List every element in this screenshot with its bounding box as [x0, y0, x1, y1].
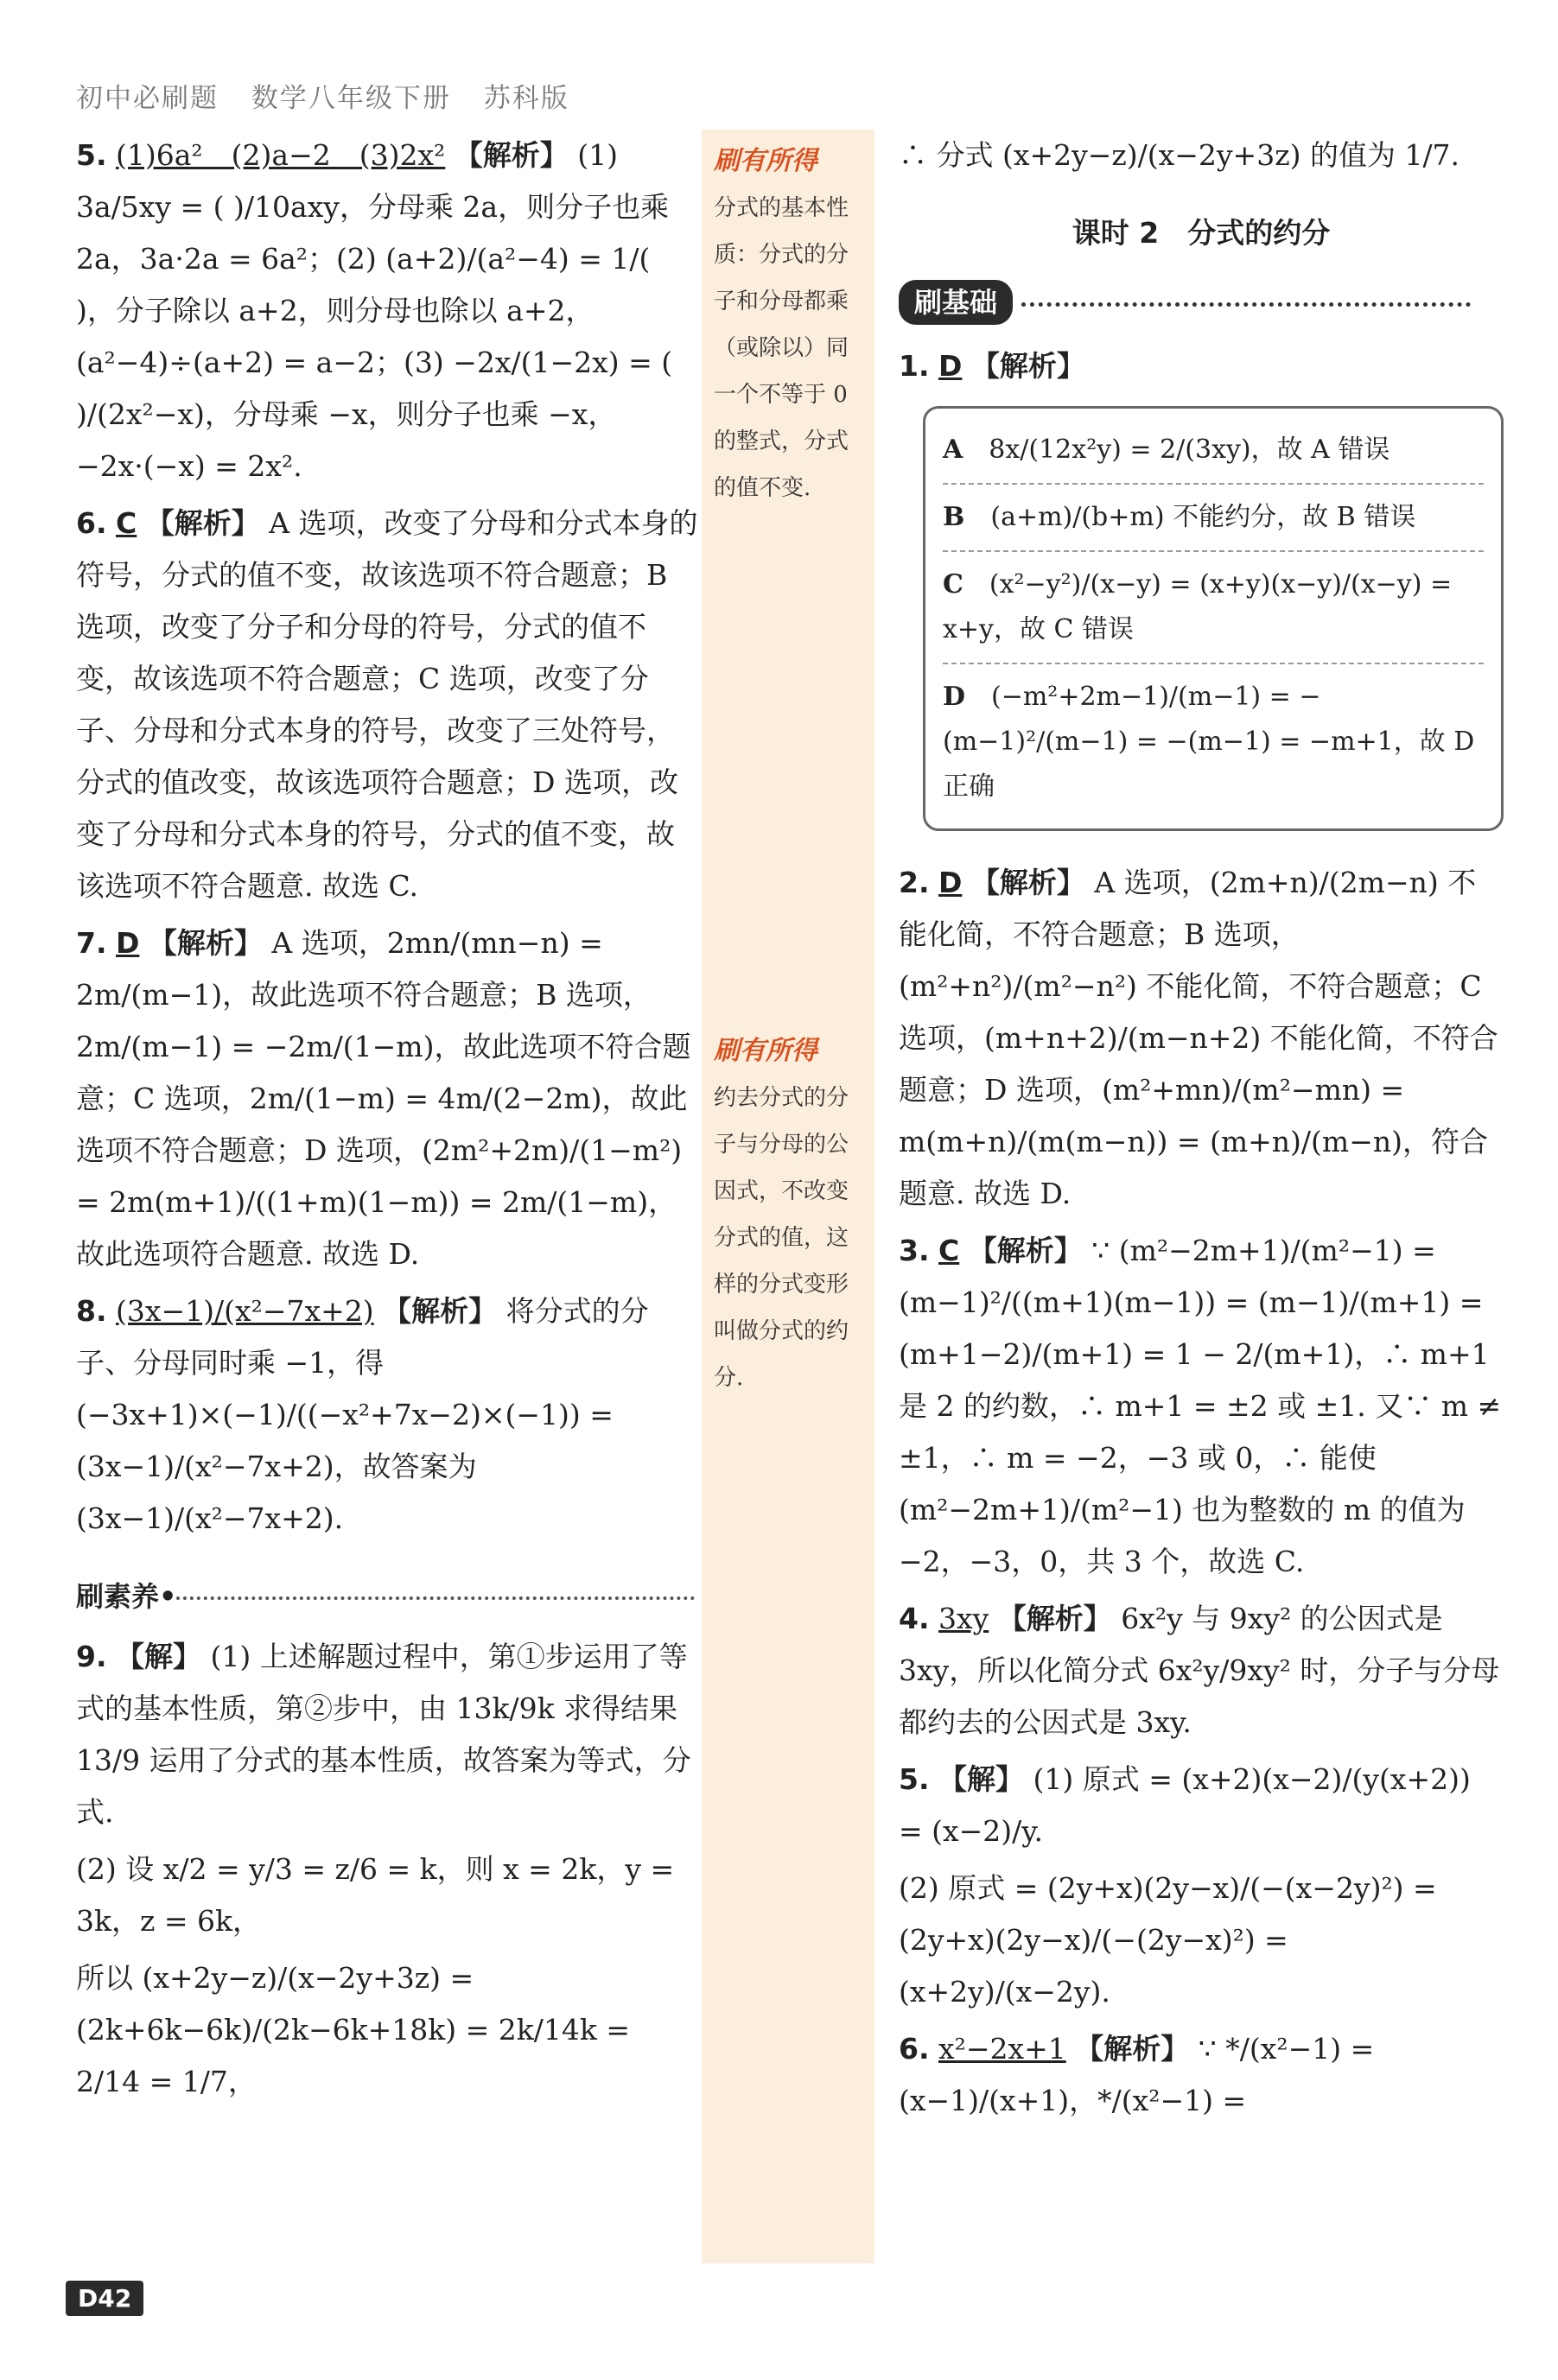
q6-text: A 选项，改变了分母和分式本身的符号，分式的值不变，故该选项不符合题意；B 选项，改变了分子和分母的符号，分式的值不变，故该选项不符合题意；C 选项，改变了分子、分母和分式本身的符号，改变了三处符号，分式的值改变，故该选项符合题意；D 选项，改变了分母和分式本身的符号，分式的值不变，故该选项不符合题意. 故选 C. — [76, 506, 698, 903]
option-c: C (x²−y²)/(x−y) = (x+y)(x−y)/(x−y) = x+y，故 C 错误 — [943, 552, 1484, 664]
tip-1-text: 分式的基本性质：分式的分子和分母都乘（或除以）同一个不等于 0 的整式，分式的值不变. — [714, 195, 849, 501]
tip-1 — [714, 138, 869, 511]
right-column — [899, 130, 1504, 2132]
q6-answer: C — [116, 506, 137, 540]
option-d: D (−m²+2m−1)/(m−1) = −(m−1)²/(m−1) = −(m−1) = −m+1，故 D 正确 — [943, 682, 1475, 802]
q6: 6. C 【解析】 A 选项，改变了分母和分式本身的符号，分式的值不变，故该选项不符合题意；B 选项，改变了分子和分母的符号，分式的值不变，故该选项不符合题意；C 选项，改变了分子、分母和分式本身的符号，改变了三处符号，分式的值改变，故该选项符合题意；D 选项，改变了分母和分式本身的符号，分式的值不变，故该选项不符合题意. 故选 C. — [76, 506, 698, 903]
q7: 7. D 【解析】 A 选项，2mn/(mn−n) = 2m/(m−1)，故此选项不符合题意；B 选项，2m/(m−1) = −2m/(1−m)，故此选项不符合题意；C 选项，2m/(1−m) = 4m/(2−2m)，故此选项不符合题意；D 选项，(2m²+2m)/(1−m²) = 2m(m+1)/((1+m)(1−m)) = 2m/(1−m)，故此选项符合题意. 故选 D. — [76, 926, 691, 1271]
r-q5: 5. 【解】 (1) 原式 = (x+2)(x−2)/(y(x+2)) = (x−2)/y. — [899, 1762, 1471, 1848]
q8: 8. (3x−1)/(x²−7x+2) 【解析】 将分式的分子、分母同时乘 −1，得 (−3x+1)×(−1)/((−x²+7x−2)×(−1)) = (3x−1)/(x²−7x+2)，故答案为 (3x−1)/(x²−7x+2). — [76, 1294, 649, 1535]
tip-2-text: 约去分式的分子与分母的公因式，不改变分式的值，这样的分式变形叫做分式的约分. — [714, 1085, 849, 1391]
tip-1-title: 刷有所得 — [714, 146, 817, 176]
q9-text1: (1) 上述解题过程中，第①步运用了等式的基本性质，第②步中，由 13k/9k 求得结果 13/9 运用了分式的基本性质，故答案为等式，分式. — [76, 1640, 691, 1829]
q5-answer: (1)6a² (2)a−2 (3)2x² — [116, 138, 446, 172]
r-q1: 1. D 【解析】 — [899, 349, 1085, 383]
option-a: A 8x/(12x²y) = 2/(3xy)，故 A 错误 — [943, 417, 1484, 485]
q8-text: 将分式的分子、分母同时乘 −1，得 (−3x+1)×(−1)/((−x²+7x−2)×(−1)) = (3x−1)/(x²−7x+2)，故答案为 (3x−1)/(x²−7x+2). — [76, 1294, 649, 1535]
r-q6: 6. x²−2x+1 【解析】 ∵ */(x²−1) = (x−1)/(x+1)，*/(x²−1) = — [899, 2032, 1375, 2117]
q9-text2: (2) 设 x/2 = y/3 = z/6 = k，则 x = 2k，y = 3k，z = 6k， — [76, 1852, 675, 1938]
q7-text: A 选项，2mn/(mn−n) = 2m/(m−1)，故此选项不符合题意；B 选项，2m/(m−1) = −2m/(1−m)，故此选项不符合题意；C 选项，2m/(1−m) = 4m/(2−2m)，故此选项不符合题意；D 选项，(2m²+2m)/(1−m²) = 2m(m+1)/((1+m)(1−m)) = 2m/(1−m)，故此选项符合题意. 故选 D. — [76, 926, 691, 1271]
r-q5-text2: (2) 原式 = (2y+x)(2y−x)/(−(x−2y)²) = (2y+x)(2y−x)/(−(2y−x)²) = (x+2y)/(x−2y). — [899, 1871, 1437, 2009]
q5: 5. (1)6a² (2)a−2 (3)2x² 【解析】 (1) 3a/5xy = ( )/10axy，分母乘 2a，则分子也乘 2a，3a·2a = 6a²；(2) (a+2)/(a²−4) = 1/( )，分子除以 a+2，则分母也除以 a+2，(a²−4)÷(a+2) = a−2；(3) −2x/(1−2x) = ( )/(2x²−x)，分母乘 −x，则分子也乘 −x，−2x·(−x) = 2x². — [76, 138, 673, 483]
r-q4: 4. 3xy 【解析】 6x²y 与 9xy² 的公因式是 3xy，所以化简分式 6x²y/9xy² 时，分子与分母都约去的公因式是 3xy. — [899, 1602, 1500, 1739]
q8-answer: (3x−1)/(x²−7x+2) — [116, 1294, 374, 1328]
tip-2 — [714, 1028, 869, 1401]
q7-answer: D — [116, 926, 140, 960]
tip-2-title: 刷有所得 — [714, 1036, 817, 1066]
r-q2: 2. D 【解析】 A 选项，(2m+n)/(2m−n) 不能化简，不符合题意；B 选项，(m²+n²)/(m²−n²) 不能化简，不符合题意；C 选项，(m+n+2)/(m−n+2) 不能化简，不符合题意；D 选项，(m²+mn)/(m²−mn) = m(m+n)/(m(m−n)) = (m+n)/(m−n)，符合题意. 故选 D. — [899, 866, 1498, 1210]
r-q1-answer: D — [938, 349, 963, 383]
header-book: 初中必刷题 — [76, 83, 219, 114]
left-column — [76, 130, 698, 2113]
q9: 9. 【解】 (1) 上述解题过程中，第①步运用了等式的基本性质，第②步中，由 13k/9k 求得结果 13/9 运用了分式的基本性质，故答案为等式，分式. — [76, 1640, 691, 1829]
q5-text: (1) 3a/5xy = ( )/10axy，分母乘 2a，则分子也乘 2a，3a·2a = 6a²；(2) (a+2)/(a²−4) = 1/( )，分子除以 a+2，则分母也除以 a+2，(a²−4)÷(a+2) = a−2；(3) −2x/(1−2x) = ( )/(2x²−x)，分母乘 −x，则分子也乘 −x，−2x·(−x) = 2x². — [76, 138, 673, 483]
page-header — [76, 76, 592, 115]
lesson-title: 课时 2 分式的约分 — [1072, 216, 1331, 250]
q9-text3: 所以 (x+2y−z)/(x−2y+3z) = (2k+6k−6k)/(2k−6k+18k) = 2k/14k = 2/14 = 1/7， — [76, 1961, 631, 2098]
header-edition: 苏科版 — [483, 83, 569, 114]
r-q3: 3. C 【解析】 ∵ (m²−2m+1)/(m²−1) = (m−1)²/((m+1)(m−1)) = (m−1)/(m+1) = (m+1−2)/(m+1) = 1 − 2/(m+1)，∴ m+1 是 2 的约数，∴ m+1 = ±2 或 ±1. 又∵ m ≠ ±1，∴ m = −2，−3 或 0，∴ 能使 (m²−2m+1)/(m²−1) 也为整数的 m 的值为 −2，−3，0，共 3 个，故选 C. — [899, 1234, 1502, 1578]
section-ji-chu: 刷基础 — [899, 276, 1504, 328]
continuation: ∴ 分式 (x+2y−z)/(x−2y+3z) 的值为 1/7. — [899, 138, 1460, 172]
header-subject: 数学八年级下册 — [251, 83, 451, 114]
section-su-yang: 刷素养• — [76, 1571, 698, 1622]
page-number: D42 — [66, 2281, 143, 2316]
option-b: B (a+m)/(b+m) 不能约分，故 B 错误 — [943, 485, 1484, 552]
q1-option-box — [923, 406, 1504, 831]
